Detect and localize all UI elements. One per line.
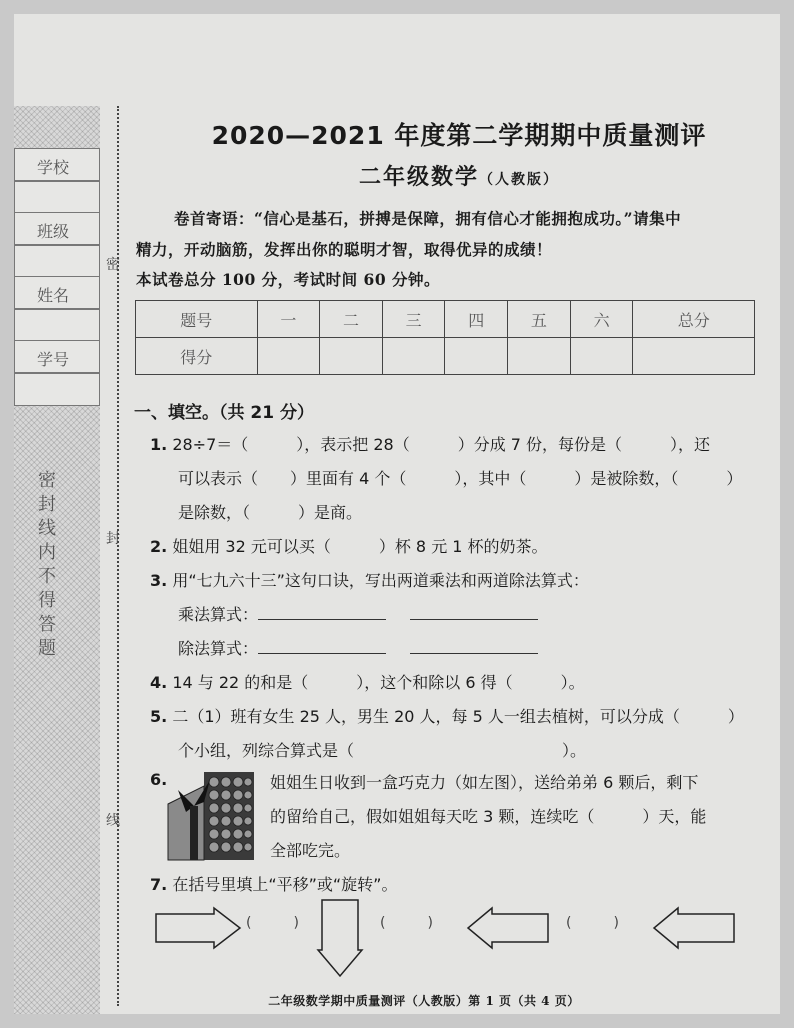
score-cell[interactable] xyxy=(382,338,445,375)
exam-paper xyxy=(14,14,780,1014)
question-7 xyxy=(150,872,397,895)
score-cell[interactable] xyxy=(633,338,755,375)
question-number: 7. xyxy=(150,875,168,894)
table-header-cell: 五 xyxy=(508,301,571,338)
question-number: 4. xyxy=(150,673,168,692)
score-cell[interactable] xyxy=(445,338,508,375)
question-number: 6. xyxy=(150,770,168,789)
answer-line[interactable] xyxy=(410,605,538,620)
subject-title: 二年级数学 xyxy=(358,165,479,190)
table-header-cell: 三 xyxy=(382,301,445,338)
school-field[interactable] xyxy=(14,148,100,181)
school-label: 学校 xyxy=(37,158,70,177)
question-text: 个小组，列综合算式是（ ）。 xyxy=(178,741,587,760)
page-footer: 二年级数学期中质量测评（人教版）第 1 页（共 4 页） xyxy=(268,994,580,1008)
school-field-blank[interactable] xyxy=(14,181,100,214)
chocolate-box-image xyxy=(164,766,256,862)
question-text: 全部吃完。 xyxy=(270,841,351,860)
question-text: 姐姐生日收到一盒巧克力（如左图），送给弟弟 6 颗后，剩下 xyxy=(270,773,699,792)
arrow-down-icon xyxy=(316,898,364,978)
number-label: 学号 xyxy=(37,350,70,369)
question-number: 2. xyxy=(150,537,168,556)
question-text: 可以表示（ ）里面有 4 个（ ），其中（ ）是被除数，（ ） xyxy=(178,469,743,488)
question-text: 14 与 22 的和是（ ），这个和除以 6 得（ ）。 xyxy=(172,673,585,692)
table-header-cell: 总分 xyxy=(633,301,755,338)
arrow-left-icon xyxy=(652,906,736,950)
section-title: 一、填空。（共 21 分） xyxy=(134,403,314,423)
seal-char: 线 xyxy=(38,518,56,539)
answer-paren[interactable]: ( ) xyxy=(380,915,433,931)
intro-line-2: 精力，开动脑筋，发挥出你的聪明才智，取得优异的成绩！ xyxy=(136,240,553,259)
question-text: 姐姐用 32 元可以买（ ）杯 8 元 1 杯的奶茶。 xyxy=(172,537,548,556)
seal-mark-mi: 密 xyxy=(106,257,120,273)
question-number: 3. xyxy=(150,571,168,590)
class-label: 班级 xyxy=(37,222,70,241)
seal-char: 题 xyxy=(38,638,56,659)
exam-title: 2020—2021 年度第二学期期中质量测评 xyxy=(211,121,707,150)
question-2 xyxy=(150,534,548,557)
question-text: 是除数，（ ）是商。 xyxy=(178,503,363,522)
question-text: 用“七九六十三”这句口诀，写出两道乘法和两道除法算式： xyxy=(172,571,589,590)
seal-mark-xian: 线 xyxy=(106,813,120,829)
score-cell[interactable] xyxy=(320,338,383,375)
name-field[interactable] xyxy=(14,276,100,309)
question-4 xyxy=(150,670,585,693)
seal-char: 不 xyxy=(38,566,56,587)
table-header-cell: 题号 xyxy=(136,301,258,338)
score-cell[interactable] xyxy=(570,338,633,375)
table-header-cell: 六 xyxy=(570,301,633,338)
question-3 xyxy=(150,568,589,591)
class-field[interactable] xyxy=(14,212,100,245)
score-row-label: 得分 xyxy=(136,338,258,375)
table-row xyxy=(136,301,755,338)
number-field[interactable] xyxy=(14,340,100,373)
answer-line[interactable] xyxy=(258,605,386,620)
score-cell[interactable] xyxy=(508,338,571,375)
question-text: 28÷7＝（ ），表示把 28（ ）分成 7 份，每份是（ ），还 xyxy=(172,435,711,454)
multiplication-answer-row xyxy=(178,602,538,625)
answer-label: 乘法算式： xyxy=(178,605,259,624)
seal-char: 答 xyxy=(38,614,56,635)
intro-line-1: 卷首寄语：“信心是基石，拼搏是保障，拥有信心才能拥抱成功。”请集中 xyxy=(174,209,682,228)
answer-paren[interactable]: ( ) xyxy=(246,915,299,931)
question-text: 的留给自己，假如姐姐每天吃 3 颗，连续吃（ ）天，能 xyxy=(270,807,707,826)
seal-char: 封 xyxy=(38,494,56,515)
question-text: 在括号里填上“平移”或“旋转”。 xyxy=(172,875,398,894)
question-text: 二（1）班有女生 25 人，男生 20 人，每 5 人一组去植树，可以分成（ ） xyxy=(172,707,744,726)
seal-char: 内 xyxy=(38,542,56,563)
arrow-left-icon xyxy=(466,906,550,950)
arrow-right-icon xyxy=(154,906,242,950)
name-label: 姓名 xyxy=(37,286,70,305)
answer-line[interactable] xyxy=(258,639,386,654)
question-1 xyxy=(150,432,710,455)
name-field-blank[interactable] xyxy=(14,309,100,342)
answer-line[interactable] xyxy=(410,639,538,654)
class-field-blank[interactable] xyxy=(14,245,100,278)
table-row xyxy=(136,338,755,375)
intro-line-3: 本试卷总分 100 分，考试时间 60 分钟。 xyxy=(136,270,441,289)
seal-mark-feng: 封 xyxy=(106,531,120,547)
seal-warning xyxy=(38,469,62,661)
question-number: 5. xyxy=(150,707,168,726)
question-number: 1. xyxy=(150,435,168,454)
answer-paren[interactable]: ( ) xyxy=(566,915,619,931)
exam-subtitle xyxy=(164,160,754,191)
division-answer-row xyxy=(178,636,538,659)
answer-label: 除法算式： xyxy=(178,639,259,658)
score-cell[interactable] xyxy=(257,338,320,375)
seal-char: 得 xyxy=(38,590,56,611)
seal-dotted-line xyxy=(117,106,119,1006)
table-header-cell: 四 xyxy=(445,301,508,338)
number-field-blank[interactable] xyxy=(14,373,100,406)
table-header-cell: 一 xyxy=(257,301,320,338)
seal-char: 密 xyxy=(38,470,56,491)
table-header-cell: 二 xyxy=(320,301,383,338)
question-5 xyxy=(150,704,744,727)
edition-label: （人教版） xyxy=(479,172,559,188)
score-table xyxy=(135,300,755,375)
